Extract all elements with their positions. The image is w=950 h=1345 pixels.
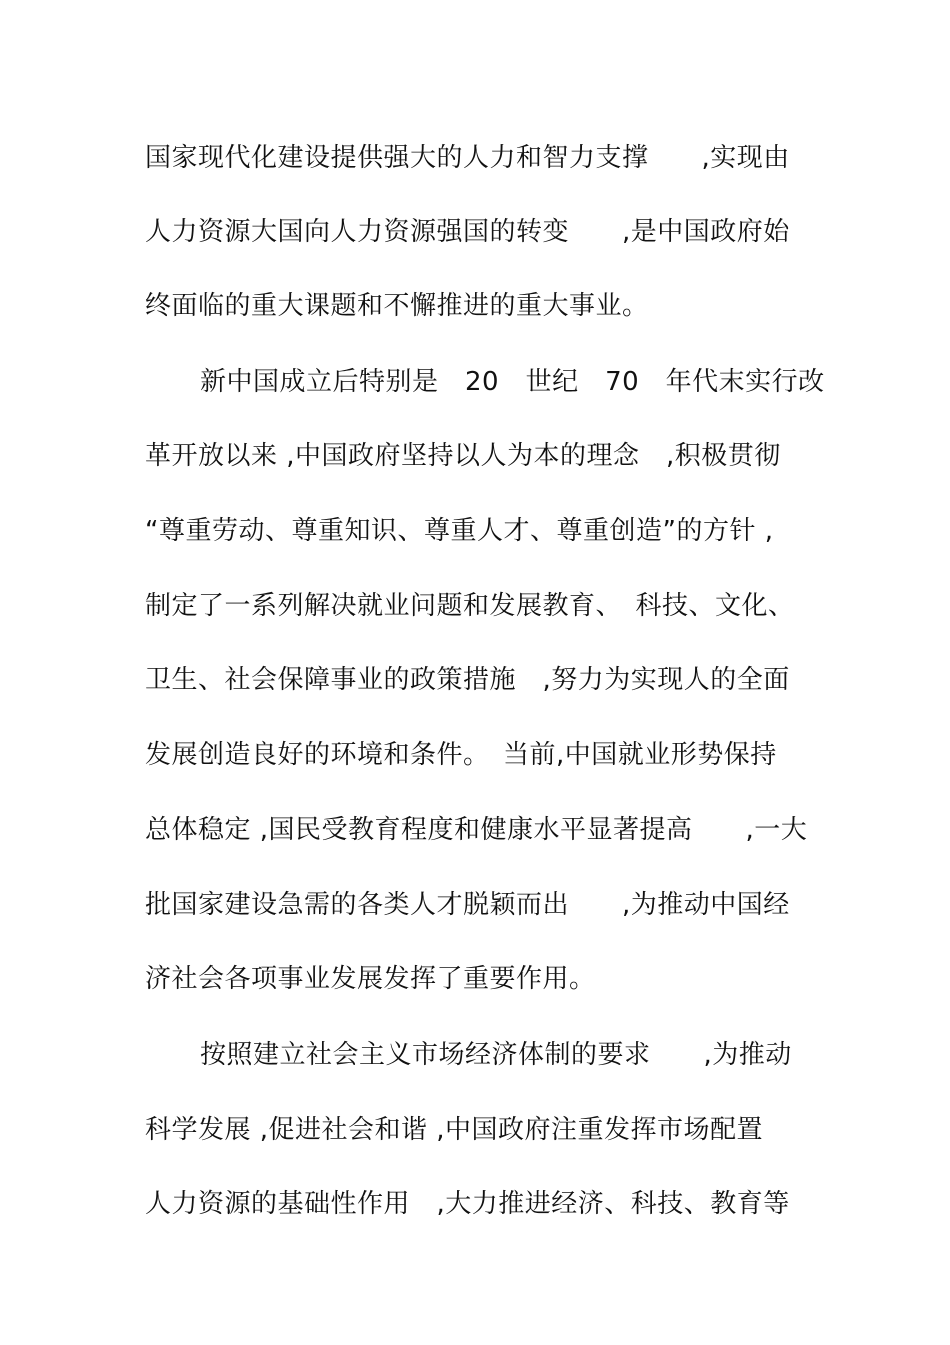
text-line: 卫生、社会保障事业的政策措施 ,努力为实现人的全面: [145, 665, 790, 695]
text-line: 批国家建设急需的各类人才脱颖而出 ,为推动中国经: [145, 890, 790, 920]
text-line: 革开放以来 ,中国政府坚持以人为本的理念 ,积极贯彻: [145, 441, 781, 471]
text-line: 制定了一系列解决就业问题和发展教育、 科技、文化、: [145, 591, 795, 621]
paragraph-first-line: 新中国成立后特别是 20 世纪 70 年代末实行改: [200, 367, 825, 397]
text-line: “尊重劳动、尊重知识、尊重人才、尊重创造”的方针 ,: [145, 516, 774, 546]
text-line: 济社会各项事业发展发挥了重要作用。: [145, 964, 596, 994]
text-line: 总体稳定 ,国民受教育程度和健康水平显著提高 ,一大: [145, 815, 808, 845]
paragraph-first-line: 按照建立社会主义市场经济体制的要求 ,为推动: [200, 1040, 792, 1070]
text-line: 国家现代化建设提供强大的人力和智力支撑 ,实现由: [145, 143, 790, 173]
text-line: 人力资源的基础性作用 ,大力推进经济、科技、教育等: [145, 1189, 790, 1219]
text-line: 终面临的重大课题和不懈推进的重大事业。: [145, 291, 649, 321]
text-line: 科学发展 ,促进社会和谐 ,中国政府注重发挥市场配置: [145, 1115, 764, 1145]
text-line: 人力资源大国向人力资源强国的转变 ,是中国政府始: [145, 217, 790, 247]
text-line: 发展创造良好的环境和条件。 当前,中国就业形势保持: [145, 740, 777, 770]
